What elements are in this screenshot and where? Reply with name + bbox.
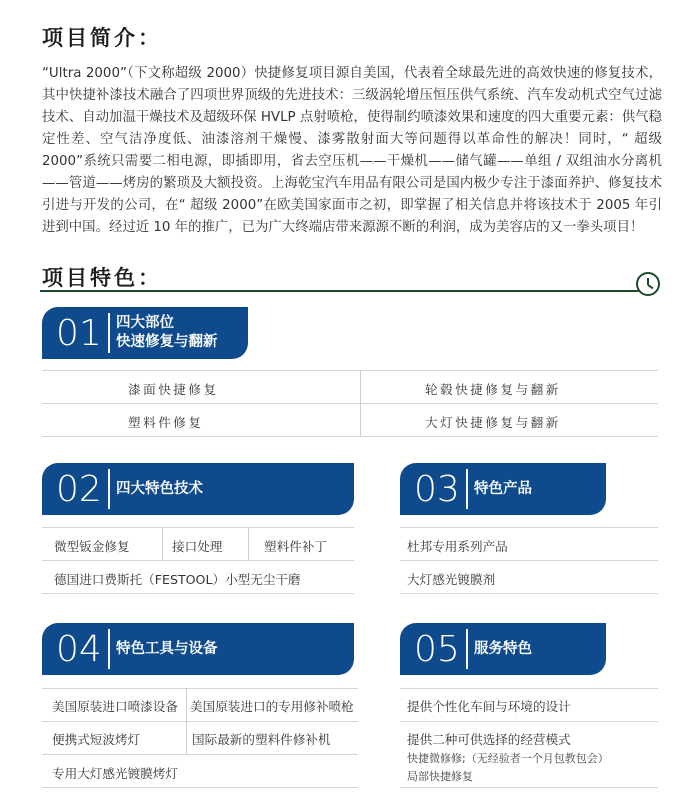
- table-divider: [42, 370, 658, 371]
- list-item: 快捷微修修;（无经验者一个月包教包会）: [407, 752, 609, 765]
- feature-01-badge: [42, 307, 248, 359]
- list-item: 专用大灯感光镀膜烤灯: [52, 766, 178, 781]
- table-divider: [42, 436, 658, 437]
- table-divider: [400, 593, 658, 594]
- badge-separator: [108, 469, 110, 509]
- feature-label: [116, 314, 218, 352]
- feature-03-badge: [400, 463, 606, 515]
- list-item: 塑料件修复: [128, 415, 204, 430]
- badge-separator: [466, 469, 468, 509]
- feature-number: 01: [56, 312, 102, 354]
- feature-label: 特色产品: [474, 480, 532, 497]
- list-item: 大灯快捷修复与翻新: [425, 415, 561, 430]
- feature-number: 05: [414, 628, 460, 670]
- list-item: 国际最新的塑料件修补机: [192, 732, 331, 747]
- list-item: 漆面快捷修复: [128, 382, 219, 397]
- list-item: 德国进口费斯托（FESTOOL）小型无尘干磨: [54, 572, 301, 587]
- feature-number: 04: [56, 628, 102, 670]
- badge-separator: [108, 313, 110, 353]
- section-divider: [40, 290, 644, 292]
- table-divider: [400, 721, 658, 722]
- list-item: 提供个性化车间与环境的设计: [407, 699, 571, 714]
- list-item: 杜邦专用系列产品: [407, 539, 508, 554]
- feature-label: 特色工具与设备: [116, 640, 218, 657]
- table-divider: [42, 593, 354, 594]
- badge-separator: [108, 629, 110, 669]
- feature-number: 02: [56, 468, 102, 510]
- list-item: 美国原装进口的专用修补喷枪: [190, 699, 354, 714]
- feature-label-line2: 快速修复与翻新: [116, 334, 218, 350]
- table-divider: [248, 527, 249, 560]
- table-divider: [360, 370, 361, 436]
- list-item: 局部快捷修复: [407, 770, 473, 783]
- table-divider: [42, 403, 658, 404]
- feature-label-line1: 四大部位: [116, 315, 174, 331]
- list-item: 微型钣金修复: [54, 539, 130, 554]
- clock-icon: [636, 272, 660, 296]
- features-heading: 项目特色：: [42, 266, 162, 290]
- table-divider: [42, 754, 358, 755]
- feature-label: 四大特色技术: [116, 480, 203, 497]
- feature-04-badge: [42, 623, 354, 675]
- list-item: 大灯感光镀膜剂: [407, 572, 496, 587]
- list-item: 提供二种可供选择的经营模式: [407, 732, 571, 747]
- intro-paragraph: “Ultra 2000”（下文称超级 2000）快捷修复项目源自美国，代表着全球最先进的高效快速的修复技术，其中快捷补漆技术融合了四项世界顶级的先进技术：三级涡轮增压恒压供气系统、汽车发动机式空气过滤技术、自动加温干燥技术及超级环保 HVLP 点射喷枪，使得制约喷漆效果和速度的四大重要元素：供气稳定性差、空气洁净度低、油漆溶剂干燥慢、漆雾散射面大等问题得以革命性的解决！同时，“ 超级 2000”系统只需要二相电源，即插即用，省去空压机——干燥机——储气罐——单组 / 双组油水分离机——管道——烤房的繁琐及大额投资。上海乾宝汽车用品有限公司是国内极少专注于漆面养护、修复技术引进与开发的公司，在“ 超级 2000”在欧美国家面市之初，即掌握了相关信息并将该技术于 2005 年引进到中国。经过近 10 年的推广，已为广大终端店带来源源不断的利润，成为美容店的又一拳头项目！: [42, 66, 662, 235]
- table-divider: [400, 688, 658, 689]
- intro-heading: 项目简介：: [42, 26, 162, 50]
- table-divider: [42, 560, 354, 561]
- table-divider: [186, 688, 187, 754]
- feature-05-badge: [400, 623, 606, 675]
- table-divider: [42, 721, 358, 722]
- badge-separator: [466, 629, 468, 669]
- feature-label: 服务特色: [474, 640, 532, 657]
- table-divider: [162, 527, 163, 560]
- list-item: 接口处理: [172, 539, 223, 554]
- table-divider: [400, 560, 658, 561]
- table-divider: [42, 688, 358, 689]
- list-item: 轮毂快捷修复与翻新: [425, 382, 561, 397]
- list-item: 美国原装进口喷漆设备: [52, 699, 178, 714]
- table-divider: [42, 787, 358, 788]
- list-item: 便携式短波烤灯: [52, 732, 141, 747]
- table-divider: [400, 527, 658, 528]
- list-item: 塑料件补丁: [264, 539, 327, 554]
- feature-number: 03: [414, 468, 460, 510]
- table-divider: [42, 527, 354, 528]
- feature-02-badge: [42, 463, 354, 515]
- table-divider: [400, 787, 658, 788]
